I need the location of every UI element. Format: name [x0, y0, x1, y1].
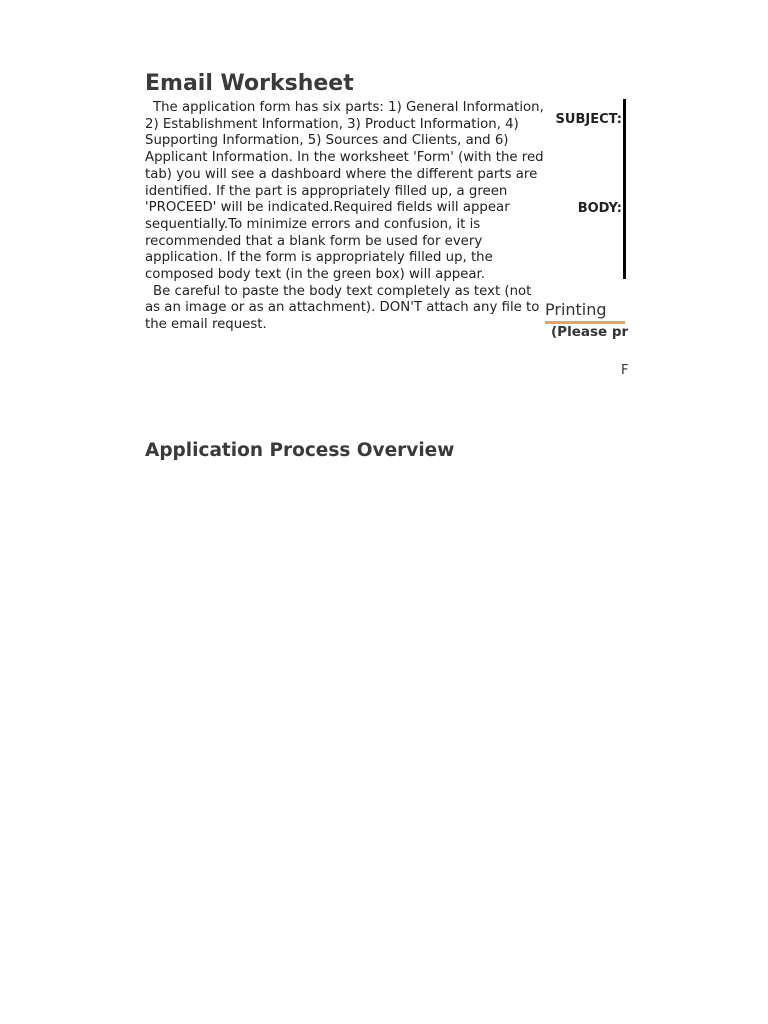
printing-heading: Printing [545, 300, 607, 319]
instructions-paragraph: The application form has six parts: 1) General Information, 2) Establishment Information, 3) Product Information, 4) Supporting Information, 5) Sources and Clients, and 6) Applicant Information. In the worksheet 'Form' (with the red tab) you will see a dashboard where the different parts are identified. If the part is appropriately filled up, a green 'PROCEED' will be indicated.Required fields will appear sequentially.To minimize errors and confusion, it is recommended that a blank form be used for every application. If the form is appropriately filled up, the composed body text (in the green box) will appear. [145, 100, 544, 283]
printing-fragment: F [621, 363, 629, 378]
instructions-text [145, 100, 545, 334]
body-label: BODY: [577, 201, 622, 216]
section-heading: Application Process Overview [145, 440, 455, 461]
subject-label: SUBJECT: [555, 112, 622, 127]
instructions-paragraph: Be careful to paste the body text completely as text (not as an image or as an attachment). DON'T attach any file to the email request. [145, 283, 540, 333]
printing-note: (Please pr [551, 324, 629, 340]
field-border [623, 99, 626, 279]
email-panel [543, 95, 627, 395]
page-title: Email Worksheet [145, 71, 354, 96]
